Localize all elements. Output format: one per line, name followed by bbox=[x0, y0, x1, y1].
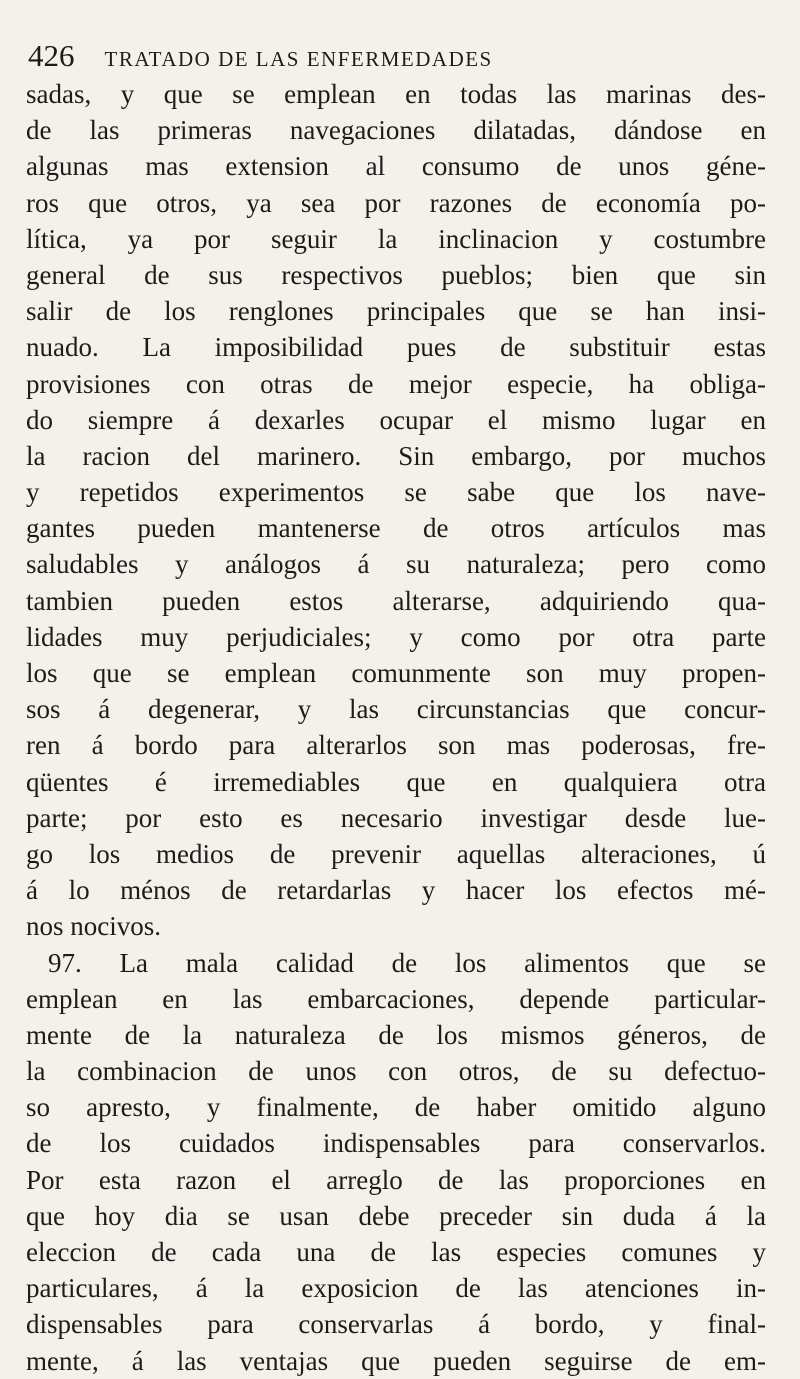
text-line: nos nocivos. bbox=[26, 911, 161, 942]
text-line: salir de los renglones principales que se han insi- bbox=[26, 296, 766, 327]
text-line: sos á degenerar, y las circunstancias que concur- bbox=[26, 694, 766, 725]
text-line: Por esta razon el arreglo de las proporciones en bbox=[26, 1164, 766, 1195]
text-line: algunas mas extension al consumo de unos géne- bbox=[26, 151, 766, 182]
body-text bbox=[26, 76, 766, 1379]
text-line: saludables y análogos á su naturaleza; pero como bbox=[26, 549, 766, 580]
paragraph-start-line: 97. La mala calidad de los alimentos que se bbox=[48, 947, 766, 978]
text-line: provisiones con otras de mejor especie, ha obliga- bbox=[26, 368, 766, 399]
text-line: eleccion de cada una de las especies comunes y bbox=[26, 1237, 766, 1267]
text-line: lidades muy perjudiciales; y como por otra parte bbox=[26, 621, 766, 652]
text-line: nuado. La imposibilidad pues de substituir estas bbox=[26, 332, 766, 363]
running-head bbox=[28, 38, 768, 78]
text-line: dispensables para conservarlas á bordo, y final- bbox=[26, 1309, 766, 1340]
running-title: TRATADO DE LAS ENFERMEDADES bbox=[104, 47, 493, 71]
page-number: 426 bbox=[28, 38, 75, 73]
text-line: ros que otros, ya sea por razones de economía po- bbox=[26, 187, 766, 218]
text-line: tambien pueden estos alterarse, adquiriendo qua- bbox=[26, 585, 766, 616]
text-line: general de sus respectivos pueblos; bien que sin bbox=[26, 259, 766, 290]
text-line: los que se emplean comunmente son muy propen- bbox=[26, 658, 766, 688]
text-line: á lo ménos de retardarlas y hacer los efectos mé- bbox=[26, 875, 766, 906]
text-line: so apresto, y finalmente, de haber omitido alguno bbox=[26, 1092, 766, 1123]
text-line: de las primeras navegaciones dilatadas, dándose en bbox=[26, 115, 766, 146]
text-line: parte; por esto es necesario investigar desde lue- bbox=[26, 802, 766, 833]
text-line: y repetidos experimentos se sabe que los nave- bbox=[26, 477, 766, 508]
text-line: qüentes é irremediables que en qualquiera otra bbox=[26, 766, 766, 797]
text-line: lítica, ya por seguir la inclinacion y costumbre bbox=[26, 223, 766, 254]
text-line: que hoy dia se usan debe preceder sin duda á la bbox=[26, 1200, 766, 1231]
text-line: mente de la naturaleza de los mismos géneros, de bbox=[26, 1019, 766, 1050]
text-line: de los cuidados indispensables para conservarlos. bbox=[26, 1128, 766, 1159]
text-line: gantes pueden mantenerse de otros artículos mas bbox=[26, 513, 766, 544]
text-line: go los medios de prevenir aquellas alteraciones, ú bbox=[26, 838, 766, 869]
text-line: ren á bordo para alterarlos son mas poderosas, fre- bbox=[26, 730, 766, 761]
text-line: do siempre á dexarles ocupar el mismo lugar en bbox=[26, 404, 766, 435]
text-line: mente, á las ventajas que pueden seguirse de em- bbox=[26, 1345, 766, 1376]
text-line: la racion del marinero. Sin embargo, por muchos bbox=[26, 440, 766, 471]
text-line: la combinacion de unos con otros, de su defectuo- bbox=[26, 1056, 766, 1087]
text-line: particulares, á la exposicion de las atenciones in- bbox=[26, 1273, 766, 1304]
text-line: emplean en las embarcaciones, depende particular- bbox=[26, 983, 766, 1014]
text-line: sadas, y que se emplean en todas las marinas des- bbox=[26, 79, 766, 109]
